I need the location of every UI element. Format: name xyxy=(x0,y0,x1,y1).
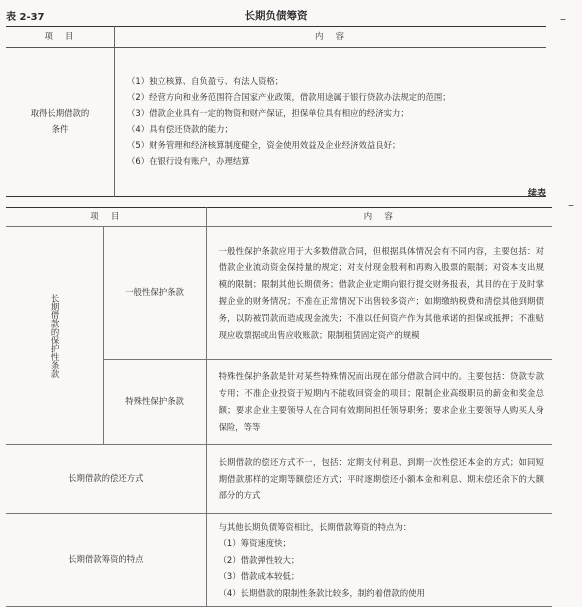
row-label-line1: 取得长期借款的 xyxy=(30,108,90,119)
header-content: 内 容 xyxy=(115,27,547,48)
feature-item: （3）借款成本较低； xyxy=(218,571,300,582)
margin-mark: – xyxy=(560,12,566,26)
features-list xyxy=(206,514,552,607)
table-number: 表 2-37 xyxy=(6,12,45,23)
margin-mark: – xyxy=(568,198,574,212)
row-label-line2: 条件 xyxy=(51,124,69,134)
text-repayment: 长期借款的偿还方式不一，包括：定期支付利息、到期一次性偿还本金的方式；如同短期借款那样的定期等额偿还方式；平时逐期偿还小额本金和利息、期末偿还余下的大额部分的方式 xyxy=(206,445,552,514)
table-title: 长期负债筹资 xyxy=(244,10,308,22)
feature-item: （4）长期借款的限制性条款比较多，制约着借款的使用 xyxy=(218,587,425,598)
table1-row-conditions xyxy=(6,48,546,197)
text-general-covenant: 一般性保护条款应用于大多数借款合同，但根据具体情况会有不同内容，主要包括：对借款企业流动资金保持量的规定；对支付现金股利和再购入股票的限制；对资本支出规模的限制；限制其他长期债务；借款企业定期向银行提交财务报表，其目的在于及时掌握企业的财务情况；不准在正常情况下出售较多资产；如期缴纳税费和清偿其他到期债务，以防被罚款而造成现金流失；不准以任何资产作为其他承诺的担保或抵押；不准贴现应收票据或出售应收账款；限制租赁固定资产的规模 xyxy=(206,227,552,360)
continued-label: 续表 xyxy=(528,189,547,199)
header-item: 项 目 xyxy=(6,208,206,227)
table1-title-row xyxy=(6,6,546,22)
condition-item: （6）在银行设有账户，办理结算 xyxy=(127,155,250,166)
feature-item: （1）筹资速度快； xyxy=(218,538,291,549)
row-label-conditions xyxy=(6,48,115,197)
header-content: 内 容 xyxy=(206,208,552,227)
header-item: 项 目 xyxy=(6,27,115,48)
label-special-covenant: 特殊性保护条款 xyxy=(103,360,206,445)
text-special-covenant: 特殊性保护条款是针对某些特殊情况而出现在部分借款合同中的。主要包括：贷款专款专用；不准企业投资于短期内不能收回资金的项目；限制企业高级职员的薪金和奖金总额；要求企业主要领导人在合同有效期间担任领导职务；要求企业主要领导人购买人身保险，等等 xyxy=(206,360,552,445)
row-general-covenant xyxy=(6,227,552,360)
condition-item: （4）具有偿还贷款的能力； xyxy=(127,124,233,134)
condition-item: （1）独立核算、自负盈亏、有法人资格； xyxy=(127,76,284,87)
label-repayment: 长期借款的偿还方式 xyxy=(6,445,206,514)
conditions-list xyxy=(115,48,547,197)
label-general-covenant: 一般性保护条款 xyxy=(103,227,206,360)
label-features: 长期借款筹资的特点 xyxy=(6,514,206,607)
row-features xyxy=(6,514,552,607)
group-label-text: 长期借款的保护性条款 xyxy=(50,293,61,378)
table-long-term-debt xyxy=(6,26,546,197)
condition-item: （3）借款企业具有一定的物资和财产保证，担保单位具有相应的经济实力； xyxy=(127,108,409,119)
table-long-term-debt-continued xyxy=(6,207,552,607)
table2-header-row xyxy=(6,208,552,227)
feature-item: （2）借款弹性较大； xyxy=(218,554,300,565)
row-repayment xyxy=(6,445,552,514)
group-label-protective-covenants xyxy=(6,227,103,445)
condition-item: （2）经营方向和业务范围符合国家产业政策，借款用途属于银行贷款办法规定的范围； xyxy=(127,92,451,103)
features-intro: 与其他长期负债筹资相比，长期借款筹资的特点为： xyxy=(218,522,412,533)
table1-header-row xyxy=(6,27,546,48)
condition-item: （5）财务管理和经济核算制度健全，资金使用效益及企业经济效益良好； xyxy=(127,139,401,150)
